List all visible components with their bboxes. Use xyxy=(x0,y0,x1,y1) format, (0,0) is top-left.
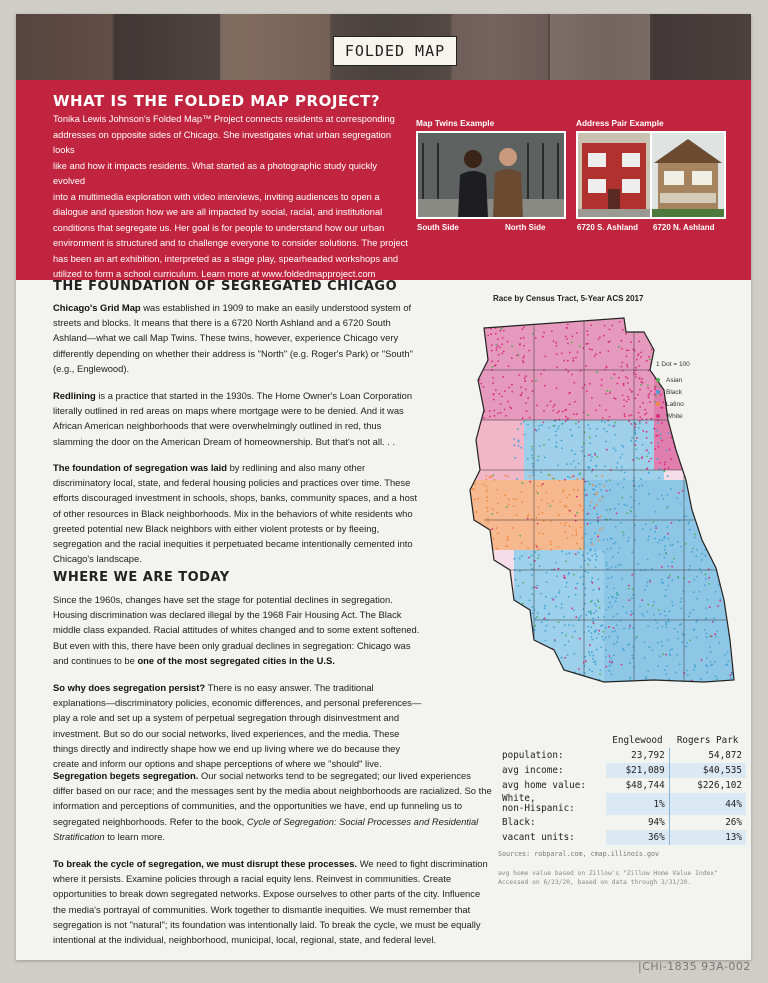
break-cycle-paragraph xyxy=(53,856,493,947)
north-side-caption: North Side xyxy=(505,223,546,232)
map-title: Race by Census Tract, 5-Year ACS 2017 xyxy=(493,294,644,303)
row-label: population: xyxy=(502,750,564,761)
redlining-text: is a practice that started in the 1930s. The Home Owner's Loan Corporation literally outlined in red areas on maps where mortgage were to be denied. And it was African American neighborhoods that were overwhelmingly outlined in red, thus slamming the door on the American Dream of homeownership. But that's not all. . . xyxy=(53,390,413,447)
intro-section xyxy=(16,80,751,280)
banner-photo xyxy=(222,14,330,80)
redlining-paragraph xyxy=(53,388,423,449)
chicago-race-dot-map xyxy=(454,310,744,690)
why-persist-paragraph xyxy=(53,680,423,771)
grid-map-paragraph xyxy=(53,300,423,376)
north-ashland-photo xyxy=(650,131,726,219)
begets-end: to learn more. xyxy=(104,830,166,842)
englewood-value: 94% xyxy=(647,817,665,828)
south-side-caption: South Side xyxy=(417,223,459,232)
row-label: White, non-Hispanic: xyxy=(502,793,575,814)
address-pair-label: Address Pair Example xyxy=(576,118,664,128)
redlining-lead: Redlining xyxy=(53,390,96,401)
sources-note: Sources: robparal.com, cmap.illinois.gov xyxy=(498,850,660,858)
north-ashland-caption: 6720 N. Ashland xyxy=(653,223,715,232)
south-ashland-photo xyxy=(576,131,652,219)
begets-paragraph xyxy=(53,768,493,844)
banner-photo xyxy=(114,14,220,80)
table-row xyxy=(498,763,746,778)
englewood-value: 1% xyxy=(606,793,670,815)
intro-body: Tonika Lewis Johnson's Folded Map™ Project connects residents at corresponding addresses on opposite sides of Chicago. She investigates what urban segregation looks like and how it impacts residents. What started as a photographic study quickly evolved into a multimedia exploration with video interviews, inviting audiences to open a dialogue and question how we are all impacted by social, racial, and institutional conditions that segregate us. Her goal is for people to understand how our urban environment is structured and to challenge everyone to consider solutions. The project has been an art exhibition, interpreted as a stage play, spearheaded workshops and utilized to form a school curriculum. Learn more at www.foldedmapproject.com xyxy=(53,114,408,279)
map-twins-photo xyxy=(416,131,566,219)
map-legend xyxy=(656,358,690,422)
table-row xyxy=(498,748,746,763)
foundation-laid-text: by redlining and also many other discriminatory local, state, and federal housing policies and practices over time. These efforts discouraged investment in schools, shops, banks, community spaces, and a host of other resources in Black neighborhoods. Mix in the behaviors of white residents who greeted potential new Black neighbors with either violent protests or by fleeing, segregation and the racial inequities it perpetuated became intentionally cemented into Chicago's landscape. xyxy=(53,462,418,565)
break-cycle-text: We need to fight discrimination where it persists. Examine policies through a racial equity lens. Reinvest in communities. Create opportunities to break down segregated networks. Expose ourselves to other parts of the city. Influence the media's portrayal of communities. Work together to dismantle inequities. We must remember that segregation is not "natural"; its foundation was intentionally laid. To break the cycle, we must be equally intentional at the individual, neighborhood, municipal, local, regional, state, and federal level. xyxy=(53,858,488,946)
since-1960s-paragraph xyxy=(53,592,423,668)
why-persist-text: There is no easy answer. The traditional explanations—discriminatory policies, economic differences, and personal preferences—play a role and set up a system of perpetual segregation through disinvestment and investment. But so do our social networks, lived experiences, and the media. These things directly and indirectly shape how we end up living where we do because they create and inform our options and shape perceptions of where we "should" live. xyxy=(53,682,422,770)
row-label: avg home value: xyxy=(502,780,586,791)
table-row xyxy=(498,815,746,830)
grid-map-lead: Chicago's Grid Map xyxy=(53,302,141,313)
why-persist-lead: So why does segregation persist? xyxy=(53,682,206,693)
rogers-park-value: 44% xyxy=(669,793,746,815)
legend-scale: 1 Dot = 100 xyxy=(656,360,690,368)
begets-lead: Segregation begets segregation. xyxy=(53,770,199,781)
englewood-header: Englewood xyxy=(612,734,663,746)
legend-white: White xyxy=(656,410,690,422)
legend-asian: Asian xyxy=(656,374,690,386)
table-row xyxy=(498,793,746,815)
rogers-park-value: $40,535 xyxy=(669,763,746,778)
book-title: Cycle of Segregation: Social Processes and Residential Stratification xyxy=(53,815,479,842)
map-fill xyxy=(454,310,744,690)
home-value-footnote: avg home value based on Zillow's "Zillow Home Value Index" Accessed on 6/23/20, based on data through 3/31/20. xyxy=(498,870,718,886)
most-segregated-emphasis: one of the most segregated cities in the U.S. xyxy=(137,654,335,666)
neighborhood-stats-table xyxy=(498,732,746,845)
legend-latino: Latino xyxy=(656,398,690,410)
banner-photo xyxy=(452,14,548,80)
row-label: Black: xyxy=(502,817,536,828)
south-ashland-caption: 6720 S. Ashland xyxy=(577,223,639,232)
foundation-title: THE FOUNDATION OF SEGREGATED CHICAGO xyxy=(53,279,398,294)
banner-photo xyxy=(652,14,751,80)
rogers-park-header: Rogers Park xyxy=(676,734,739,746)
legend-black: Black xyxy=(656,386,690,398)
rogers-park-value: 54,872 xyxy=(669,748,746,763)
photo-banner xyxy=(16,14,751,80)
row-label: vacant units: xyxy=(502,832,575,843)
map-twins-label: Map Twins Example xyxy=(416,118,495,128)
englewood-value: 36% xyxy=(606,830,670,845)
table-row xyxy=(498,830,746,845)
englewood-value: $48,744 xyxy=(625,780,665,791)
foundation-laid-paragraph xyxy=(53,460,423,566)
banner-photo xyxy=(550,14,650,80)
banner-photo xyxy=(16,14,112,80)
foundation-laid-lead: The foundation of segregation was laid xyxy=(53,462,227,473)
englewood-value: 23,792 xyxy=(631,750,665,761)
grid-map-text: was established in 1909 to make an easily understood system of streets and blocks. It means that there is a 6720 North Ashland and a 6720 South Ashland—what we call Map Twins. These twins, however, experience Chicago very differently depending on whether their address is "North" (e.g. Roger's Park) or "South" (e.g., Englewood). xyxy=(53,302,413,374)
intro-title: WHAT IS THE FOLDED MAP PROJECT? xyxy=(53,92,381,110)
inventory-number: |CHi-1835 93A-002 xyxy=(638,960,751,973)
rogers-park-value: $226,102 xyxy=(669,778,746,793)
table-row xyxy=(498,778,746,793)
folded-map-logo: FOLDED MAP xyxy=(333,36,457,66)
break-cycle-lead: To break the cycle of segregation, we must disrupt these processes. xyxy=(53,858,358,869)
today-title: WHERE WE ARE TODAY xyxy=(53,570,230,585)
row-label: avg income: xyxy=(502,765,564,776)
rogers-park-value: 13% xyxy=(669,830,746,845)
englewood-value: $21,089 xyxy=(606,763,670,778)
begets-text: Our social networks tend to be segregated; our lived experiences differ based on our race; and the messages sent by the media about neighborhoods are racialized. So the information and perceptions of communities, and the opportunities we have, end up funneling us to segregated neighborhoods. Refer to the book, xyxy=(53,770,492,827)
since-1960s-text: Since the 1960s, changes have set the stage for potential declines in segregation. Housing discrimination was declared illegal by the 1968 Fair Housing Act. The Black middle class expanded. Racial attitudes of whites changed and to some extent softened. But even with this, there have been only gradual declines in segregation: Chicago was and continues to be xyxy=(53,594,420,666)
poster-sheet xyxy=(16,14,751,973)
rogers-park-value: 26% xyxy=(669,815,746,830)
